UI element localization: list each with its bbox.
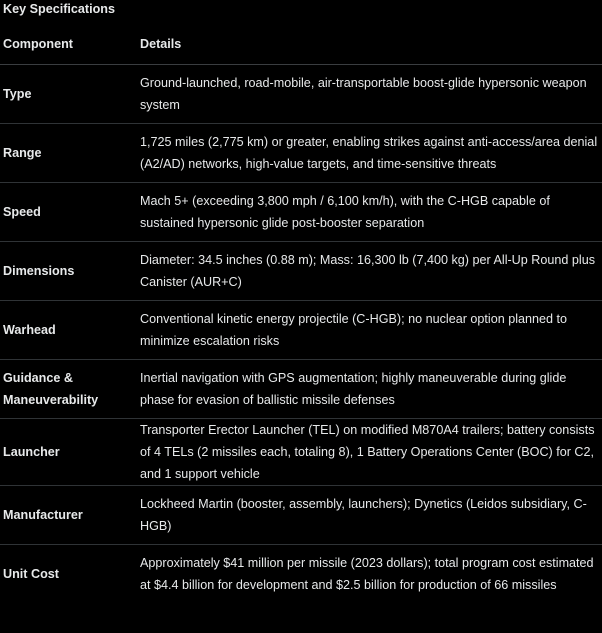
- table-row-speed: [0, 183, 602, 242]
- component-cell: Manufacturer: [0, 486, 140, 545]
- specifications-table: [0, 24, 602, 603]
- section-heading: Key Specifications: [3, 2, 115, 16]
- details-cell: Conventional kinetic energy projectile (C-HGB); no nuclear option planned to minimize escalation risks: [140, 301, 602, 360]
- table-row-guidance: [0, 360, 602, 419]
- column-header-component: Component: [0, 24, 140, 65]
- component-cell: Range: [0, 124, 140, 183]
- table-row-manufacturer: [0, 486, 602, 545]
- component-cell: Guidance & Maneuverability: [0, 360, 140, 419]
- details-cell: Transporter Erector Launcher (TEL) on modified M870A4 trailers; battery consists of 4 TELs (2 missiles each, totaling 8), 1 Battery Operations Center (BOC) for C2, and 1 support vehicle: [140, 419, 602, 486]
- component-cell: Warhead: [0, 301, 140, 360]
- component-cell: Launcher: [0, 419, 140, 486]
- table-row-warhead: [0, 301, 602, 360]
- component-cell: Unit Cost: [3, 567, 59, 581]
- component-cell: Type: [0, 65, 140, 124]
- table-row-dimensions: [0, 242, 602, 301]
- table-row-launcher: [0, 419, 602, 486]
- details-cell: Approximately $41 million per missile (2023 dollars); total program cost estimated at $4.4 billion for development and $2.5 billion for production of 66 missiles: [140, 556, 594, 592]
- component-cell: Speed: [0, 183, 140, 242]
- details-cell: Lockheed Martin (booster, assembly, launchers); Dynetics (Leidos subsidiary, C-HGB): [140, 486, 602, 545]
- table-row-unit-cost: [0, 545, 602, 604]
- details-cell: Inertial navigation with GPS augmentation; highly maneuverable during glide phase for evasion of ballistic missile defenses: [140, 360, 602, 419]
- table-row-type: [0, 65, 602, 124]
- details-cell: 1,725 miles (2,775 km) or greater, enabling strikes against anti-access/area denial (A2/AD) networks, high-value targets, and time-sensitive threats: [140, 124, 602, 183]
- details-cell: Ground-launched, road-mobile, air-transportable boost-glide hypersonic weapon system: [140, 65, 602, 124]
- table-row-range: [0, 124, 602, 183]
- details-cell: Mach 5+ (exceeding 3,800 mph / 6,100 km/h), with the C-HGB capable of sustained hypersonic glide post-booster separation: [140, 183, 602, 242]
- column-header-details: Details: [140, 24, 602, 65]
- table-header-row: [0, 24, 602, 65]
- details-cell: Diameter: 34.5 inches (0.88 m); Mass: 16,300 lb (7,400 kg) per All-Up Round plus Canister (AUR+C): [140, 242, 602, 301]
- component-cell: Dimensions: [0, 242, 140, 301]
